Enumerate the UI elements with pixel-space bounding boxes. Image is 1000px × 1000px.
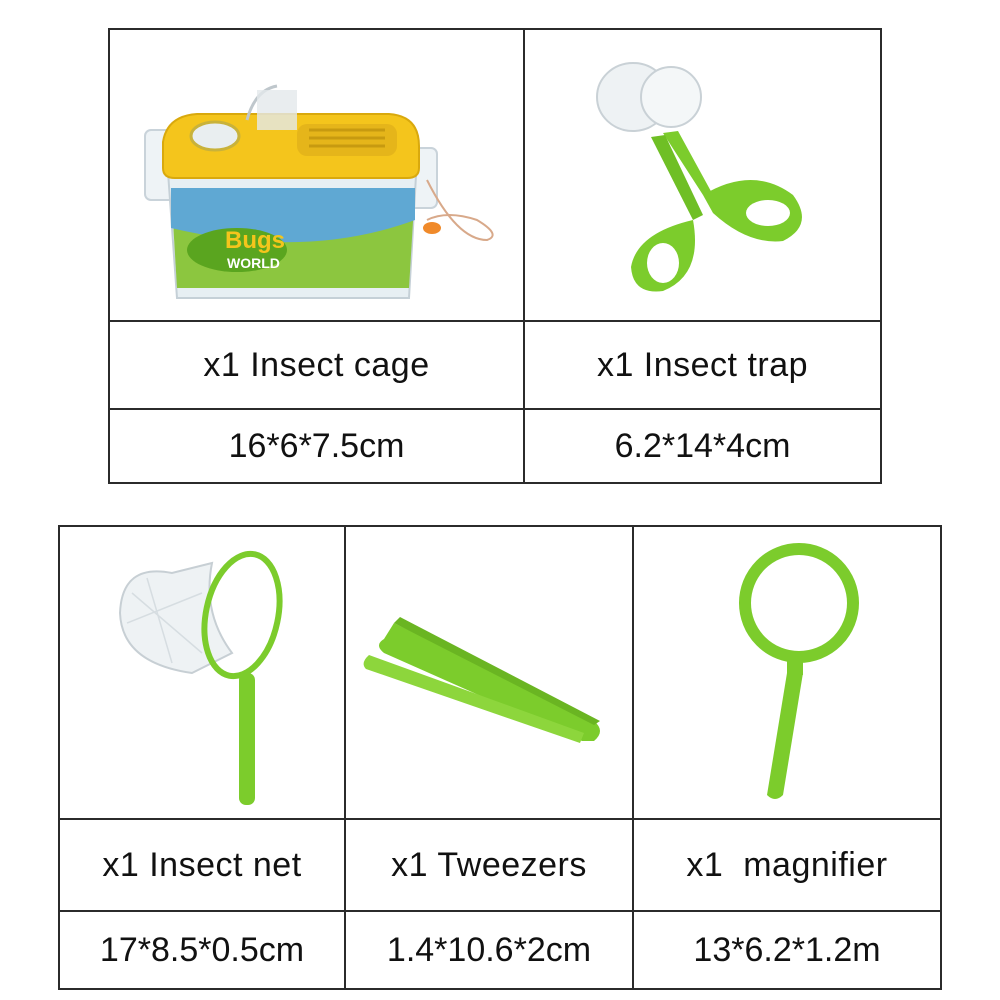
- tweezers-image-cell: [346, 527, 634, 820]
- cage-name-cell: [110, 322, 525, 410]
- net-size-cell: [60, 912, 346, 988]
- trap-name-cell: [525, 322, 880, 410]
- cage-image-cell: [110, 30, 525, 322]
- magnifier-name-cell: [634, 820, 940, 912]
- trap-size: 6.2*14*4cm: [614, 426, 791, 465]
- tweezers-size-cell: [346, 912, 634, 988]
- magnifier-name: x1 magnifier: [686, 845, 888, 884]
- magnifier-size: 13*6.2*1.2m: [693, 930, 881, 969]
- cage-name: x1 Insect cage: [203, 345, 430, 384]
- top-table: [108, 28, 882, 484]
- net-image-cell: [60, 527, 346, 820]
- insect-trap-icon: [553, 45, 853, 305]
- magnifier-image-cell: [634, 527, 940, 820]
- bottom-table: [58, 525, 942, 990]
- trap-size-cell: [525, 410, 880, 482]
- net-name: x1 Insect net: [102, 845, 302, 884]
- tweezers-name: x1 Tweezers: [391, 845, 587, 884]
- tweezers-name-cell: [346, 820, 634, 912]
- cage-size-cell: [110, 410, 525, 482]
- tweezers-icon: [354, 573, 624, 773]
- magnifier-size-cell: [634, 912, 940, 988]
- net-name-cell: [60, 820, 346, 912]
- trap-name: x1 Insect trap: [596, 345, 809, 384]
- insect-net-icon: [102, 533, 302, 813]
- cage-size: 16*6*7.5cm: [228, 426, 405, 465]
- trap-image-cell: [525, 30, 880, 322]
- net-size: 17*8.5*0.5cm: [99, 930, 305, 969]
- insect-cage-icon: [127, 50, 507, 300]
- tweezers-size: 1.4*10.6*2cm: [386, 930, 592, 969]
- magnifier-icon: [687, 533, 887, 813]
- bugs-badge: Bugs: [224, 227, 285, 254]
- world-badge: WORLD: [226, 255, 280, 271]
